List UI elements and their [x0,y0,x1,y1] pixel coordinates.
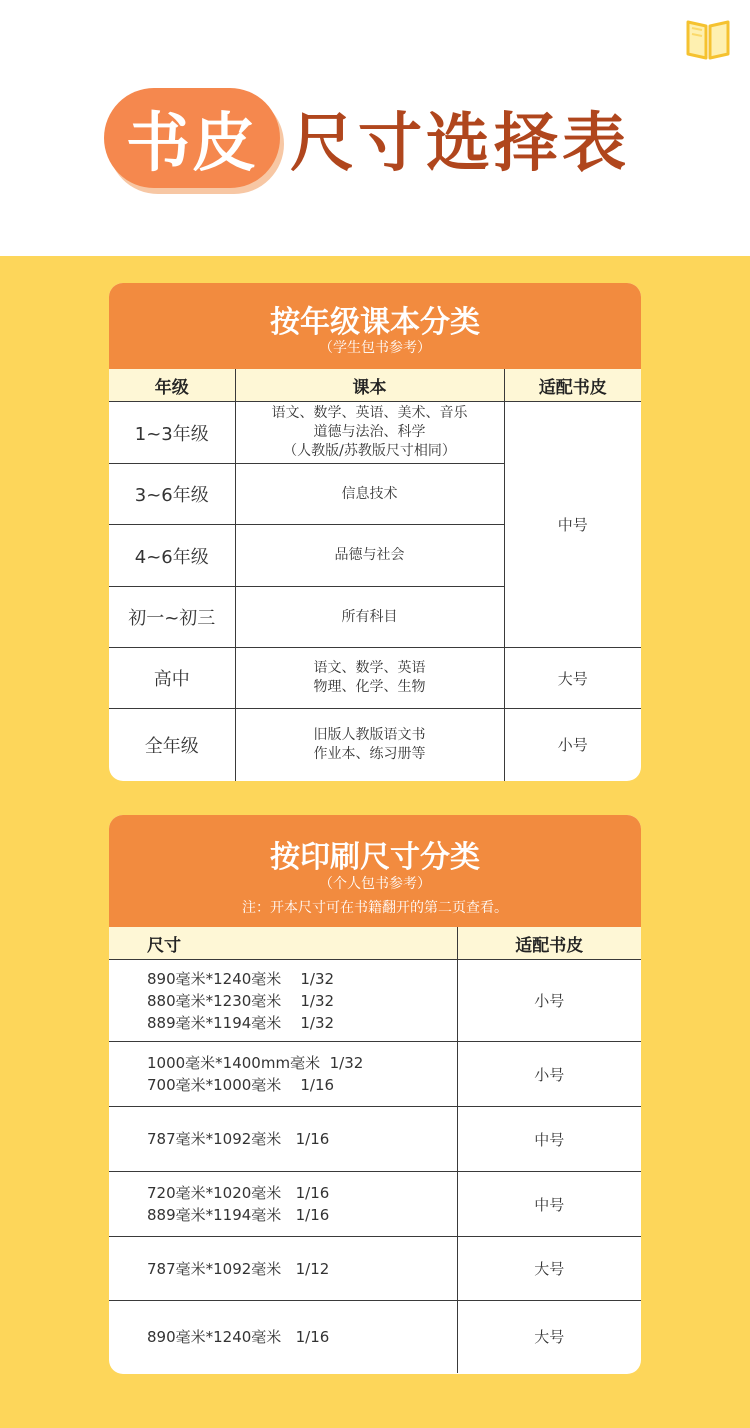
dimension-cell: 720毫米*1020毫米 1/16 889毫米*1194毫米 1/16 [109,1172,457,1237]
table-row [109,709,641,781]
cover-size-cell: 中号 [457,1172,641,1237]
title-rest: 尺寸选择表 [290,107,630,181]
table-row [109,1042,641,1107]
cover-size-cell: 小号 [504,709,641,781]
grade-table [109,369,641,781]
dimension-cell: 890毫米*1240毫米 1/32 880毫米*1230毫米 1/32 889毫米*1194毫米 1/32 [109,960,457,1042]
dimension-cell: 787毫米*1092毫米 1/12 [109,1237,457,1301]
table-header-row [109,369,641,402]
cover-size-cell: 小号 [457,1042,641,1107]
grade-table-subtitle: （学生包书参考） [319,340,431,356]
grade-cell: 1~3年级 [109,402,235,464]
cover-size-cell: 大号 [504,648,641,709]
title-highlight: 书皮 [104,88,280,188]
cover-size-cell: 中号 [504,402,641,648]
cover-size-cell: 中号 [457,1107,641,1172]
print-table-card [109,815,641,1374]
subject-cell: 语文、数学、英语、美术、音乐 道德与法治、科学 （人教版/苏教版尺寸相同） [235,402,504,464]
table-header-row [109,927,641,960]
column-header-dimension: 尺寸 [109,927,457,960]
table-row [109,1301,641,1373]
table-row [109,1237,641,1301]
cover-size-cell: 大号 [457,1237,641,1301]
subject-cell: 信息技术 [235,464,504,525]
dimension-cell: 890毫米*1240毫米 1/16 [109,1301,457,1373]
subject-cell: 旧版人教版语文书 作业本、练习册等 [235,709,504,781]
column-header-cover-size: 适配书皮 [504,369,641,402]
table-row [109,1107,641,1172]
column-header-grade: 年级 [109,369,235,402]
cover-size-cell: 大号 [457,1301,641,1373]
dimension-cell: 1000毫米*1400mm毫米 1/32 700毫米*1000毫米 1/16 [109,1042,457,1107]
column-header-textbook: 课本 [235,369,504,402]
table-row [109,960,641,1042]
grade-table-title: 按年级课本分类 [270,305,480,340]
grade-cell: 4~6年级 [109,525,235,587]
print-table [109,927,641,1373]
subject-cell: 语文、数学、英语 物理、化学、生物 [235,648,504,709]
print-table-header [109,815,641,927]
grade-cell: 初一~初三 [109,587,235,648]
grade-table-header [109,283,641,369]
grade-cell: 3~6年级 [109,464,235,525]
table-row [109,402,641,464]
grade-cell: 全年级 [109,709,235,781]
print-table-note: 注：开本尺寸可在书籍翻开的第二页查看。 [242,900,508,916]
header-area [0,0,750,256]
open-book-icon [684,16,732,62]
cover-size-cell: 小号 [457,960,641,1042]
column-header-cover-size: 适配书皮 [457,927,641,960]
grade-cell: 高中 [109,648,235,709]
grade-table-card [109,283,641,781]
subject-cell: 品德与社会 [235,525,504,587]
table-row [109,1172,641,1237]
subject-cell: 所有科目 [235,587,504,648]
print-table-title: 按印刷尺寸分类 [270,840,480,875]
print-table-subtitle: （个人包书参考） [319,876,431,892]
page-title [104,86,630,190]
table-row [109,648,641,709]
dimension-cell: 787毫米*1092毫米 1/16 [109,1107,457,1172]
